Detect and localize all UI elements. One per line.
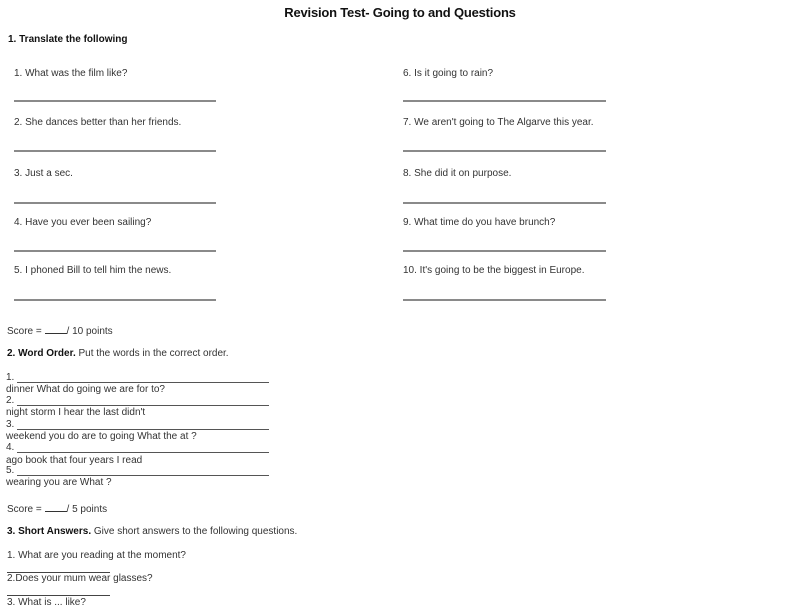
score-prefix: Score = (7, 504, 45, 515)
section-3-heading (7, 526, 297, 537)
translate-item-8: 8. She did it on purpose. (403, 168, 512, 179)
word-order-num-3: 3. (6, 419, 15, 430)
section-1-heading: 1. Translate the following (8, 34, 128, 45)
score-suffix: / 10 points (66, 326, 113, 337)
answer-line-6[interactable] (403, 100, 606, 102)
word-order-num-2: 2. (6, 395, 15, 406)
score-blank[interactable] (45, 502, 67, 512)
answer-line-5[interactable] (14, 299, 216, 301)
word-order-words-3: weekend you do are to going What the at ? (6, 431, 197, 442)
word-order-line-3[interactable] (17, 429, 269, 430)
answer-line-9[interactable] (403, 250, 606, 252)
section-1-score (7, 324, 113, 337)
answer-line-7[interactable] (403, 150, 606, 152)
section-3-heading-bold: 3. Short Answers. (7, 526, 92, 537)
word-order-line-4[interactable] (17, 452, 269, 453)
word-order-num-1: 1. (6, 372, 15, 383)
word-order-words-4: ago book that four years I read (6, 455, 143, 466)
answer-line-1[interactable] (14, 100, 216, 102)
translate-item-2: 2. She dances better than her friends. (14, 117, 182, 128)
translate-item-3: 3. Just a sec. (14, 168, 73, 179)
answer-line-3[interactable] (14, 202, 216, 204)
short-answer-line-2[interactable] (7, 595, 110, 596)
short-answer-question-3: 3. What is ... like? (7, 597, 86, 608)
word-order-num-4: 4. (6, 442, 15, 453)
translate-item-1: 1. What was the film like? (14, 68, 128, 79)
short-answer-question-1: 1. What are you reading at the moment? (7, 550, 186, 561)
translate-item-10: 10. It's going to be the biggest in Europe. (403, 265, 585, 276)
score-blank[interactable] (45, 324, 67, 334)
score-suffix: / 5 points (66, 504, 108, 515)
section-2-heading (7, 348, 229, 359)
word-order-line-5[interactable] (17, 475, 269, 476)
translate-item-7: 7. We aren't going to The Algarve this year. (403, 117, 594, 128)
answer-line-8[interactable] (403, 202, 606, 204)
word-order-words-1: dinner What do going we are for to? (6, 384, 165, 395)
translate-item-4: 4. Have you ever been sailing? (14, 217, 152, 228)
answer-line-10[interactable] (403, 299, 606, 301)
short-answer-question-2: 2.Does your mum wear glasses? (7, 573, 153, 584)
word-order-num-5: 5. (6, 465, 15, 476)
word-order-words-5: wearing you are What ? (6, 477, 112, 488)
translate-item-5: 5. I phoned Bill to tell him the news. (14, 265, 172, 276)
translate-item-6: 6. Is it going to rain? (403, 68, 494, 79)
answer-line-2[interactable] (14, 150, 216, 152)
section-2-heading-bold: 2. Word Order. (7, 348, 76, 359)
translate-item-9: 9. What time do you have brunch? (403, 217, 556, 228)
word-order-words-2: night storm I hear the last didn't (6, 407, 146, 418)
word-order-line-1[interactable] (17, 382, 269, 383)
score-prefix: Score = (7, 326, 45, 337)
word-order-line-2[interactable] (17, 405, 269, 406)
answer-line-4[interactable] (14, 250, 216, 252)
section-3-heading-instructions: Give short answers to the following questions. (91, 526, 298, 537)
document-title: Revision Test- Going to and Questions (284, 5, 516, 20)
section-2-heading-instructions: Put the words in the correct order. (75, 348, 229, 359)
section-2-score (7, 502, 107, 515)
